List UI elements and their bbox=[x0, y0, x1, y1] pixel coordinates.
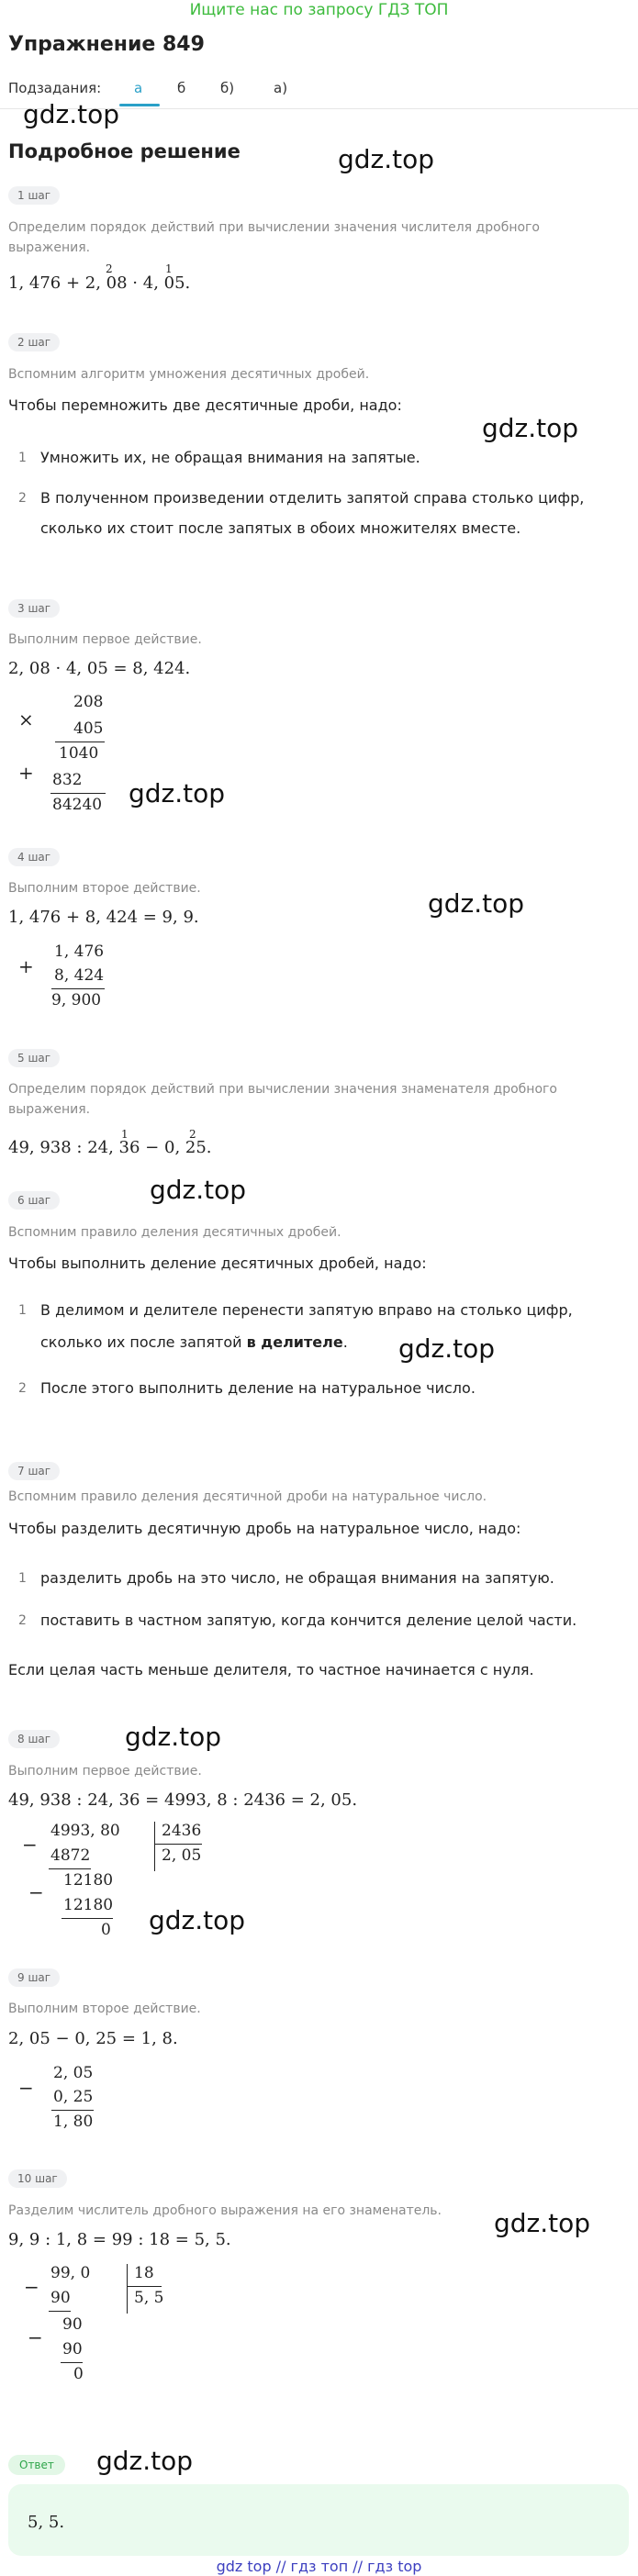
watermark: gdz.top bbox=[96, 2446, 194, 2476]
column-subtrahend: 90 bbox=[62, 2340, 83, 2359]
watermark: gdz.top bbox=[129, 778, 226, 808]
order-mark: 1 bbox=[121, 1128, 129, 1141]
step-badge: 1 шаг bbox=[8, 186, 60, 205]
column-operand: 405 bbox=[73, 719, 104, 738]
rule-lead: Чтобы перемножить две десятичные дроби, надо: bbox=[8, 396, 402, 414]
list-item: разделить дробь на это число, не обращая внимания на запятую. bbox=[40, 1569, 554, 1587]
division-bar bbox=[154, 1822, 155, 1871]
column-rule bbox=[51, 2110, 94, 2111]
minus-sign: − bbox=[28, 2326, 43, 2348]
list-number: 1 bbox=[18, 1571, 27, 1586]
list-number: 2 bbox=[18, 1613, 27, 1628]
column-result: 1, 80 bbox=[53, 2113, 94, 2131]
column-divisor: 2436 bbox=[162, 1822, 202, 1840]
watermark: gdz.top bbox=[494, 2208, 591, 2238]
order-mark: 2 bbox=[189, 1128, 196, 1141]
tab-b-paren[interactable]: б) bbox=[220, 80, 235, 96]
step-badge: 5 шаг bbox=[8, 1049, 60, 1067]
step-badge: 6 шаг bbox=[8, 1191, 60, 1210]
plus-sign: + bbox=[18, 762, 34, 784]
column-dividend: 4993, 80 bbox=[50, 1822, 120, 1840]
answer-value: 5, 5. bbox=[28, 2513, 65, 2532]
watermark: gdz.top bbox=[150, 1175, 247, 1205]
list-item: поставить в частном запятую, когда кончится деление целой части. bbox=[40, 1611, 577, 1629]
column-remainder: 90 bbox=[62, 2315, 83, 2334]
tab-a[interactable]: а bbox=[134, 80, 143, 96]
step-description: Выполним второе действие. bbox=[8, 2002, 201, 2016]
column-operand: 2, 05 bbox=[53, 2064, 94, 2082]
column-rule bbox=[62, 1918, 113, 1919]
list-number: 2 bbox=[18, 491, 27, 506]
column-rule bbox=[49, 2311, 71, 2312]
list-item-text: . bbox=[342, 1333, 348, 1351]
order-mark: 2 bbox=[106, 262, 113, 275]
minus-sign: − bbox=[24, 2276, 39, 2298]
watermark: gdz.top bbox=[125, 1722, 222, 1752]
active-tab-indicator bbox=[119, 104, 160, 106]
step-description: Выполним второе действие. bbox=[8, 881, 201, 896]
column-divisor: 18 bbox=[134, 2264, 154, 2282]
list-item-continuation: сколько их стоит после запятых в обоих множителях вместе. bbox=[40, 519, 521, 537]
column-subtrahend: 90 bbox=[50, 2289, 71, 2307]
column-result: 9, 900 bbox=[51, 991, 102, 1009]
order-mark: 1 bbox=[165, 262, 173, 275]
column-subtrahend: 4872 bbox=[50, 1846, 91, 1865]
list-number: 1 bbox=[18, 451, 27, 465]
answer-badge: Ответ bbox=[8, 2455, 65, 2475]
step-description: Вспомним правило деления десятичной дроби на натуральное число. bbox=[8, 1489, 487, 1504]
list-number: 1 bbox=[18, 1303, 27, 1318]
tab-a-paren[interactable]: а) bbox=[274, 80, 288, 96]
watermark: gdz.top bbox=[338, 144, 435, 174]
column-quotient: 2, 05 bbox=[162, 1846, 202, 1865]
math-expression: 9, 9 : 1, 8 = 99 : 18 = 5, 5. bbox=[8, 2230, 231, 2249]
column-rule bbox=[50, 793, 106, 794]
column-subtrahend: 12180 bbox=[63, 1896, 114, 1914]
watermark: gdz.top bbox=[149, 1905, 246, 1935]
multiply-sign: × bbox=[18, 708, 34, 730]
section-title: Подробное решение bbox=[8, 140, 241, 162]
step-badge: 8 шаг bbox=[8, 1730, 60, 1748]
step-badge: 7 шаг bbox=[8, 1462, 60, 1480]
division-rule bbox=[127, 2286, 162, 2287]
plus-sign: + bbox=[18, 955, 34, 977]
column-operand: 0, 25 bbox=[53, 2088, 94, 2106]
column-remainder: 12180 bbox=[63, 1871, 114, 1890]
step-description: Разделим числитель дробного выражения на его знаменатель. bbox=[8, 2203, 442, 2218]
watermark: gdz.top bbox=[482, 413, 579, 443]
math-expression: 1, 476 + 8, 424 = 9, 9. bbox=[8, 908, 199, 927]
list-item: После этого выполнить деление на натуральное число. bbox=[40, 1379, 476, 1397]
rule-lead: Чтобы разделить десятичную дробь на натуральное число, надо: bbox=[8, 1520, 521, 1537]
column-remainder: 0 bbox=[73, 2365, 84, 2383]
list-item-continuation bbox=[40, 1333, 348, 1353]
list-item: Умножить их, не обращая внимания на запятые. bbox=[40, 449, 420, 466]
minus-sign: − bbox=[28, 1881, 44, 1903]
step-description: Определим порядок действий при вычислении значения числителя дробного выражения. bbox=[8, 220, 540, 255]
column-rule bbox=[51, 988, 105, 989]
step-description: Выполним первое действие. bbox=[8, 1764, 202, 1779]
column-rule bbox=[49, 1868, 91, 1869]
column-operand: 208 bbox=[73, 693, 104, 711]
list-item-emphasis: в делителе bbox=[246, 1333, 343, 1351]
list-item: В делимом и делителе перенести запятую вправо на столько цифр, bbox=[40, 1301, 573, 1319]
rule-lead: Чтобы выполнить деление десятичных дробей, надо: bbox=[8, 1255, 427, 1272]
step-badge: 9 шаг bbox=[8, 1968, 60, 1987]
division-bar bbox=[127, 2264, 128, 2314]
step-badge: 3 шаг bbox=[8, 599, 60, 618]
list-item: В полученном произведении отделить запятой справа столько цифр, bbox=[40, 489, 585, 507]
column-partial: 1040 bbox=[59, 744, 99, 763]
math-expression: 2, 08 · 4, 05 = 8, 424. bbox=[8, 659, 191, 678]
column-remainder: 0 bbox=[101, 1921, 111, 1939]
top-banner[interactable]: Ищите нас по запросу ГДЗ ТОП bbox=[189, 1, 449, 19]
list-number: 2 bbox=[18, 1381, 27, 1396]
footer-links[interactable]: gdz top // гдз топ // гдз top bbox=[216, 2558, 422, 2575]
subtasks-label: Подзадания: bbox=[8, 80, 102, 96]
watermark: gdz.top bbox=[23, 99, 120, 129]
math-expression: 1, 476 + 2, 08 · 4, 05. bbox=[8, 273, 191, 293]
math-expression: 49, 938 : 24, 36 = 4993, 8 : 2436 = 2, 05. bbox=[8, 1790, 358, 1810]
division-rule bbox=[154, 1844, 202, 1845]
page-title: Упражнение 849 bbox=[8, 33, 205, 56]
watermark: gdz.top bbox=[398, 1333, 496, 1364]
math-expression: 49, 938 : 24, 36 − 0, 25. bbox=[8, 1138, 212, 1157]
tab-b[interactable]: б bbox=[177, 80, 186, 96]
step-description: Вспомним правило деления десятичных дробей. bbox=[8, 1225, 341, 1240]
step-badge: 4 шаг bbox=[8, 848, 60, 866]
column-operand: 1, 476 bbox=[54, 942, 105, 961]
math-expression: 2, 05 − 0, 25 = 1, 8. bbox=[8, 2029, 178, 2048]
column-operand: 8, 424 bbox=[54, 966, 105, 985]
column-partial: 832 bbox=[52, 771, 83, 789]
watermark: gdz.top bbox=[428, 888, 525, 919]
step-description: Вспомним алгоритм умножения десятичных дробей. bbox=[8, 367, 370, 382]
step-description: Выполним первое действие. bbox=[8, 632, 202, 647]
step-badge: 10 шаг bbox=[8, 2169, 67, 2188]
column-quotient: 5, 5 bbox=[134, 2289, 164, 2307]
minus-sign: − bbox=[18, 2077, 34, 2099]
list-item-text: сколько их после запятой bbox=[40, 1333, 247, 1351]
column-rule bbox=[61, 2362, 83, 2363]
step-description: Определим порядок действий при вычислении значения знаменателя дробного выражения. bbox=[8, 1082, 557, 1117]
rule-note: Если целая часть меньше делителя, то частное начинается с нуля. bbox=[8, 1661, 534, 1678]
column-result: 84240 bbox=[52, 796, 103, 814]
minus-sign: − bbox=[22, 1834, 38, 1856]
step-badge: 2 шаг bbox=[8, 333, 60, 351]
answer-box bbox=[8, 2484, 629, 2556]
column-dividend: 99, 0 bbox=[50, 2264, 91, 2282]
